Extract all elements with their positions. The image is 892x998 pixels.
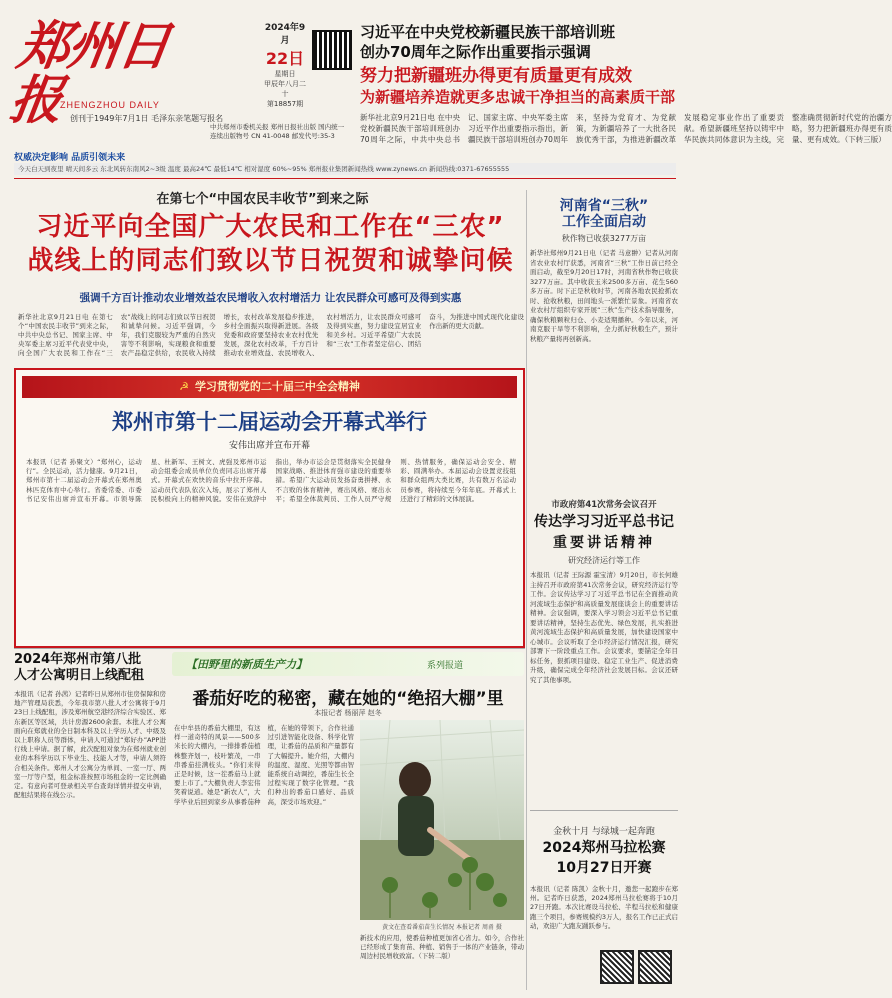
lead-title-line2: 战线上的同志们致以节日祝贺和诚挚问候 <box>27 246 514 276</box>
lead-title-line1: 习近平向全国广大农民和工作在“三农” <box>36 212 505 242</box>
series-label: 系列报道 <box>427 661 464 671</box>
qr-code-icon[interactable] <box>638 950 672 984</box>
talent-title-line2: 人才公寓明日上线配租 <box>14 668 145 683</box>
top-story[interactable] <box>360 22 892 148</box>
lead-kicker: 在第七个“中国农民丰收节”到来之际 <box>156 192 369 207</box>
greenhouse-photo <box>360 720 524 920</box>
weekday: 星期日 <box>274 70 296 78</box>
photo-caption: 黄文在查看番茄苗生长情况 本报记者 周甬 摄 <box>382 924 502 931</box>
lead-body: 新华社北京9月21日电 在第七个“中国农民丰收节”到来之际，中共中央总书记、国家主席、中央军委主席习近平代表党中央，向全国广大农民和工作在“三农”战线上的同志们致以节日祝贺和诚挚问候。习近平强调，今年，我们克服较为严重的自然灾害等不利影响，实现粮食和重要农产品稳定供给，农民收入持续增长，农村改革发展稳步推进，乡村全面振兴取得新进展。各级党委和政府要坚持农业农村优先发展，深化农村改革，千方百计推动农业增效益、农民增收入、农村增活力，让农民群众可感可及得到实惠，努力建设宜居宜业和美乡村。习近平希望广大农民和“三农”工作者坚定信心、团结奋斗，为推进中国式现代化建设作出新的更大贡献。 <box>18 313 524 357</box>
study-body: 本报讯（记者 王际源 霍宝清）9月20日，市长何雄主持召开市政府第41次常务会议，研究经济运行等工作。会议传达学习了习近平总书记在全面推动黄河流域生态保护和高质量发展座谈会上的重要讲话精神。会议强调，要深入学习领会习近平总书记重要讲话精神，坚持生态优先、绿色发展，扎实推进黄河流域生态保护和高质量发展，加快建设国家中心城市。会议听取了全市经济运行情况汇报，研究部署下一阶段重点工作。会议要求，要锚定全年目标任务，狠抓项目建设、稳定工业生产、促进消费升级，确保完成全年经济社会发展目标。会议还研究了其他事项。 <box>530 571 678 684</box>
qr-code-row <box>600 950 678 990</box>
harvest-subtitle: 秋作物已收获3277万亩 <box>561 234 647 243</box>
marathon-kicker: 金秋十月 与绿城一起奔跑 <box>553 827 655 837</box>
marathon-title-line1: 2024郑州马拉松赛 <box>542 840 666 856</box>
slogan: 权威决定影响 品质引领未来 <box>14 153 126 163</box>
date-day: 22日 <box>265 49 305 68</box>
top-story-headline-line1: 努力把新疆班办得更有质量更有成效 <box>360 66 632 86</box>
talent-title-line1: 2024年郑州市第八批 <box>14 652 142 667</box>
study-sidebar[interactable] <box>530 498 678 821</box>
talent-article[interactable] <box>14 652 166 990</box>
tomato-feature[interactable] <box>172 652 524 992</box>
lunar-date: 甲辰年八月二十 <box>264 80 306 98</box>
plenum-banner <box>22 376 517 398</box>
qr-code-icon[interactable] <box>600 950 634 984</box>
study-kicker: 市政府第41次常务会议召开 <box>551 500 657 510</box>
plenum-banner-text: 学习贯彻党的二十届三中全会精神 <box>194 380 360 393</box>
issue-date-box <box>262 20 308 130</box>
harvest-body: 新华社郑州9月21日电（记者 马意翀）记者从河南省农业农村厅获悉，河南省“三秋”工作日前已经全面启动，截至9月20日17时，河南省秋作物已收获3277万亩。其中收获玉米2500多万亩、花生560多万亩。时下正是秋收时节，河南各地农民抢抓农时、抢收秋粮，田间地头一派繁忙景象。河南省农业农村厅组织专家开展“三秋”生产技术指导服务，确保秋粮颗粒归仓、小麦适期播种。今年以来，河南克服干旱等不利影响，全力抓好秋粮生产，预计秋粮产量将再创新高。 <box>530 249 678 343</box>
harvest-sidebar[interactable] <box>530 198 678 497</box>
study-title-line1: 传达学习习近平总书记 <box>534 514 674 530</box>
top-story-body: 新华社北京9月21日电 在中央党校新疆民族干部培训班创办70周年之际，中共中央总书记、国家主席、中央军委主席习近平作出重要指示指出，新疆民族干部培训班创办70周年来，坚持为党育才、为党献策，为新疆培养了一大批各民族优秀干部，为推进新疆改革发展稳定事业作出了重要贡献。希望新疆班坚持以铸牢中华民族共同体意识为主线，完整准确贯彻新时代党的治疆方略，努力把新疆班办得更有质量、更有成效。（下转三版） <box>360 113 892 144</box>
masthead-logo: 郑州日报 <box>6 16 173 131</box>
masthead-pinyin: ZHENGZHOU DAILY <box>60 100 160 110</box>
weather-bar: 今天白天到夜里 晴天间多云 东北风转东南风2~3级 温度 最高24℃ 最低14℃ 相对湿度 60%~95% 郑州报业集团新闻热线 www.zynews.cn 新闻热线:0371-67655555 <box>14 163 676 175</box>
plenum-feature-box[interactable] <box>14 368 525 648</box>
marathon-body: 本报讯（记者 陈凯）金秋十月，邀您一起跑步在郑州。记者昨日获悉，2024郑州马拉松赛将于10月27日开跑。本次比赛设马拉松、半程马拉松和健康跑三个项目，参赛规模约3万人，报名工作已正式启动，欢迎广大跑友踊跃参与。 <box>530 885 678 930</box>
top-story-title-line2: 创办70周年之际作出重要指示强调 <box>360 43 591 61</box>
masthead-founded: 创刊于1949年7月1日 毛泽东亲笔题写报名 <box>70 114 224 123</box>
top-story-title-line1: 习近平在中央党校新疆民族干部培训班 <box>360 23 616 41</box>
greenhouse-photo-illustration <box>360 720 524 920</box>
issue-number: 第18857期 <box>266 100 304 108</box>
plenum-title: 郑州市第十二届运动会开幕式举行 <box>112 410 427 434</box>
talent-body: 本报讯（记者 孙茜）记者昨日从郑州市住房保障和房地产管理局获悉，今年我市第八批人才公寓将于9月23日上线配租，涉及郑州航空港经济综合实验区、郑东新区等区域，共计房源2600余套。本批人才公寓面向在郑就业的全日制本科及以上学历人才、中级及以上职称人员等群体，申请人可通过“郑好办”APP进行线上申请。据了解，此次配租对象为在郑州就业创业的本科学历以下毕业生、技能人才等，申请人须符合相关条件。郑州人才公寓分为单间、一室一厅、两室一厅等户型，租金标准按照市场租金的一定比例确定。有意向者可登录相关平台查询详情并提交申请，配租结果将在线公示。 <box>14 690 166 800</box>
party-emblem-icon: ☭ <box>179 380 189 393</box>
top-story-headline-line2: 为新疆培养造就更多忠诚干净担当的高素质干部 <box>360 88 676 106</box>
tomato-body-continued: 新技术的应用，使番茄种植更加省心省力。如今，合作社已经形成了集育苗、种植、销售于一体的产业链条，带动周边村民增收致富。（下转二版） <box>360 934 524 961</box>
qr-code-icon[interactable] <box>312 30 352 70</box>
marathon-article[interactable] <box>530 824 678 967</box>
lead-subtitle: 强调千方百计推动农业增效益农民增收入农村增活力 让农民群众可感可及得到实惠 <box>79 292 462 304</box>
tomato-title: 番茄好吃的秘密，藏在她的“绝招大棚”里 <box>192 689 504 709</box>
harvest-title-2: 工作全面启动 <box>562 214 646 230</box>
series-tag: 【田野里的新质生产力】 <box>186 658 307 671</box>
study-title-line2: 重要讲话精神 <box>553 535 655 551</box>
marathon-title-line2: 10月27日开赛 <box>556 860 652 876</box>
study-subtitle: 研究经济运行等工作 <box>568 556 640 565</box>
date-year-month: 2024年9月 <box>264 23 306 46</box>
plenum-subtitle: 安伟出席并宣布开幕 <box>228 441 310 451</box>
tomato-byline: 本报记者 杨丽萍 赵冬 <box>314 709 382 717</box>
lead-title[interactable] <box>18 210 523 278</box>
harvest-title: 河南省“三秋” <box>559 198 649 214</box>
plenum-body: 本报讯（记者 孙聚文）“郑州心，运动行”。全民运动，活力健康。9月21日，郑州市第十二届运动会开幕式在郑州奥林匹克体育中心举行。省委常委、市委书记安伟出席并宣布开幕。市领导陈星、杜新军、王树文、虎强及郑州市运动会组委会成员单位负责同志出席开幕式。开幕式在欢快的音乐中拉开序幕。运动员代表队依次入场，展示了郑州人民积极向上的精神风貌。安伟在致辞中指出，举办市运会是贯彻落实全民健身国家战略、推进体育强市建设的重要举措。希望广大运动员发扬奋勇拼搏、永不言败的体育精神，赛出风格、赛出水平；希望全体裁判员、工作人员严守规则、热情服务，确保运动会安全、精彩、圆满举办。本届运动会设置竞技组和群众组两大类比赛，共有数万名运动员参赛，将持续至今年年底。开幕式上还进行了精彩的文体展演。 <box>26 458 516 503</box>
publication-info: 中共郑州市委机关报 郑州日报社出版 国内统一连续出版物号 CN 41-0048 邮发代号:35-3 <box>210 123 345 140</box>
tomato-body: 在中牟县的番茄大棚里，有这样一道奇特的风景——500多米长的大棚内，一排排番茄植株整齐划一，枝叶繁茂，一串串番茄挂满枝头。“你们来得正是时候，这一茬番茄马上就要上市了。”大棚负责人李宏伟笑着说道。她是“新农人”，大学毕业后回到家乡从事番茄种植，在她的带领下，合作社通过引进智能化设备、科学化管理，让番茄的品质和产量都有了大幅提升。她介绍，大棚内的温度、湿度、光照等都由智能系统自动调控，番茄生长全过程实现了数字化管理。“我们种出的番茄口感好、品质高，深受市场欢迎。” <box>174 724 354 806</box>
